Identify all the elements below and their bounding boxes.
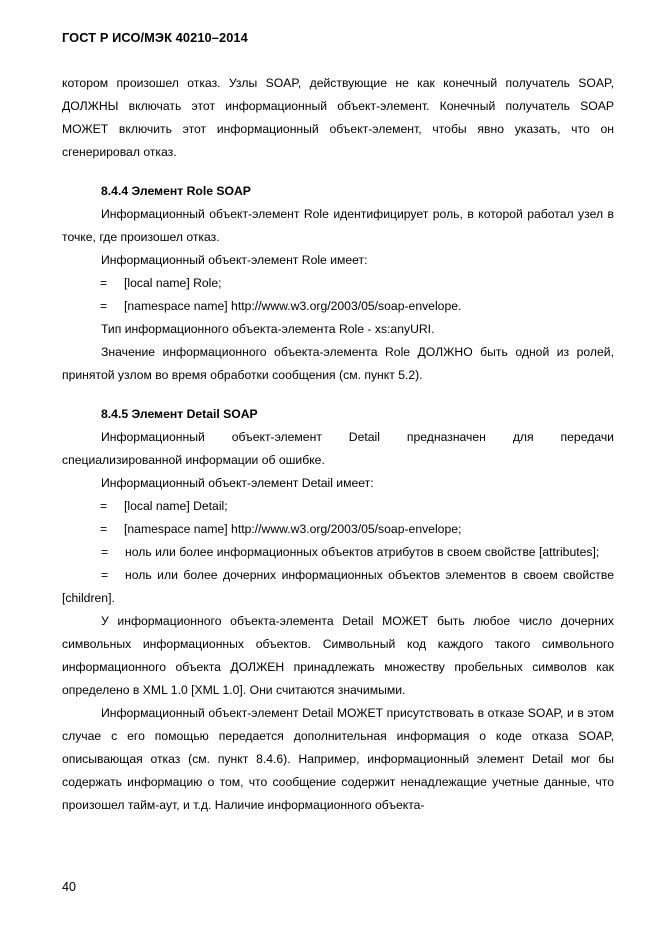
list-marker: = bbox=[100, 499, 108, 513]
paragraph: Информационный объект-элемент Detail имеет: bbox=[101, 476, 374, 490]
section-gap bbox=[62, 387, 614, 403]
list-item-text: ноль или более дочерних информационных объектов элементов в своем свойстве [children]. bbox=[62, 568, 614, 605]
list-item bbox=[62, 495, 614, 518]
list-item-text: [local name] Detail; bbox=[124, 499, 228, 513]
list-marker: = bbox=[101, 568, 109, 582]
list-item bbox=[62, 272, 614, 295]
page-number: 40 bbox=[62, 880, 76, 894]
list-item-text: [namespace name] http://www.w3.org/2003/05/soap-envelope; bbox=[124, 522, 462, 536]
paragraph: Значение информационного объекта-элемента Role ДОЛЖНО быть одной из ролей, принятой узлом во время обработки сообщения (см. пункт 5.2). bbox=[62, 345, 614, 382]
list-item bbox=[62, 295, 614, 318]
list-item bbox=[62, 564, 614, 610]
list-item-text: ноль или более информационных объектов атрибутов в своем свойстве [attributes]; bbox=[125, 545, 600, 559]
paragraph: Информационный объект-элемент Detail МОЖЕТ присутствовать в отказе SOAP, и в этом случае с его помощью передается дополнительная информация о коде отказа SOAP, описывающая отказ (см. пункт 8.4.6). Например, информационный элемент Detail мог бы содержать информацию о том, что сообщение содержит ненадлежащие учетные данные, что произошел тайм-аут, и т.д. Наличие информационного объекта- bbox=[62, 706, 614, 812]
list-item bbox=[62, 518, 614, 541]
paragraph: У информационного объекта-элемента Detail МОЖЕТ быть любое число дочерних символьных информационных объектов. Символьный код каждого такого символьного информационного объекта ДОЛЖЕН принадлежать множеству пробельных символов как определено в XML 1.0 [XML 1.0]. Они считаются значимыми. bbox=[62, 614, 614, 697]
paragraph: Информационный объект-элемент Detail предназначен для передачи специализированной информации об ошибке. bbox=[62, 430, 614, 467]
section-heading-8-4-5: 8.4.5 Элемент Detail SOAP bbox=[101, 407, 258, 421]
list-marker: = bbox=[101, 545, 109, 559]
list-item-text: [namespace name] http://www.w3.org/2003/05/soap-envelope. bbox=[124, 299, 462, 313]
list-marker: = bbox=[100, 522, 108, 536]
list-marker: = bbox=[100, 299, 108, 313]
paragraph: Тип информационного объекта-элемента Role - xs:anyURI. bbox=[101, 322, 435, 336]
list-marker: = bbox=[100, 276, 108, 290]
intro-paragraph: котором произошел отказ. Узлы SOAP, действующие не как конечный получатель SOAP, ДОЛЖНЫ включать этот информационный объект-элемент. Конечный получатель SOAP МОЖЕТ включить этот информационный объект-элемент, чтобы явно указать, что он сгенерировал отказ. bbox=[62, 76, 614, 159]
paragraph: Информационный объект-элемент Role идентифицирует роль, в которой работал узел в точке, где произошел отказ. bbox=[62, 207, 614, 244]
section-gap bbox=[62, 164, 614, 180]
page-body bbox=[62, 72, 614, 817]
list-item-text: [local name] Role; bbox=[124, 276, 222, 290]
section-heading-8-4-4: 8.4.4 Элемент Role SOAP bbox=[101, 184, 251, 198]
document-header: ГОСТ Р ИСО/МЭК 40210–2014 bbox=[62, 30, 248, 45]
paragraph: Информационный объект-элемент Role имеет: bbox=[101, 253, 368, 267]
list-item bbox=[62, 541, 614, 564]
